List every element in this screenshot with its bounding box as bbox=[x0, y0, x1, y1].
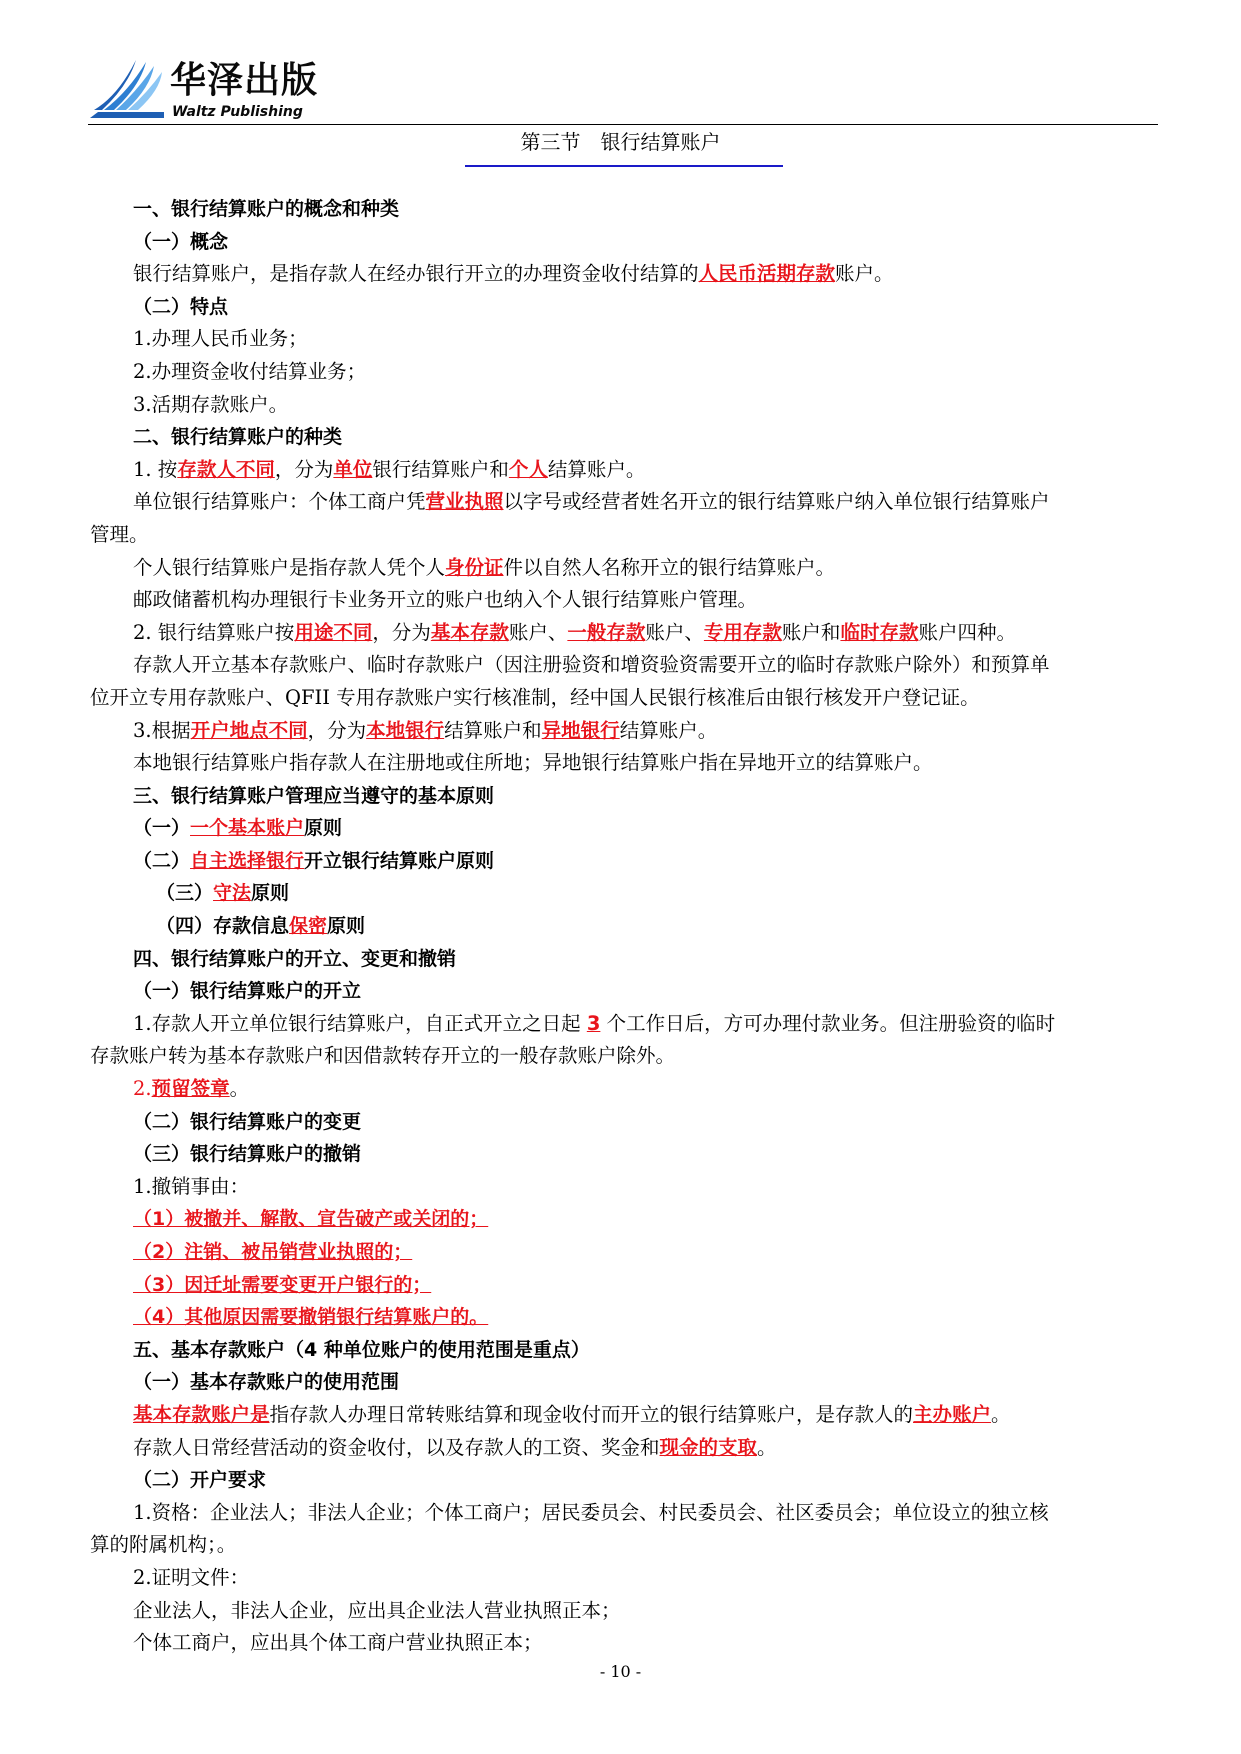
text: （一） bbox=[133, 817, 191, 840]
principle-item bbox=[90, 845, 1160, 878]
principle-item bbox=[90, 910, 1160, 943]
paragraph bbox=[90, 486, 1160, 519]
text: 账户四种。 bbox=[918, 620, 1016, 644]
highlighted-list-item bbox=[90, 1203, 1160, 1236]
brand-name-english: Waltz Publishing bbox=[172, 104, 303, 120]
text: 结算账户和 bbox=[444, 718, 542, 742]
paragraph: 本地银行结算账户指存款人在注册地或住所地；异地银行结算账户指在异地开立的结算账户。 bbox=[133, 751, 933, 775]
text: ，分为 bbox=[274, 457, 334, 481]
paragraph-continued: 算的附属机构；。 bbox=[90, 1533, 237, 1557]
paragraph-continued: 存款账户转为基本存款账户和因借款转存开立的一般存款账户除外。 bbox=[90, 1044, 676, 1068]
header-divider bbox=[88, 124, 1158, 125]
list-item: 3.活期存款账户。 bbox=[133, 392, 289, 416]
key-term: 异地银行 bbox=[541, 718, 620, 742]
text: 2. bbox=[133, 1077, 152, 1101]
text: 银行结算账户和 bbox=[372, 457, 509, 481]
text: 原则 bbox=[251, 882, 290, 905]
text: 账户、 bbox=[645, 620, 704, 644]
paragraph-continued: 位开立专用存款账户、QFII 专用存款账户实行核准制，经中国人民银行核准后由银行核发开户登记证。 bbox=[90, 685, 980, 709]
key-term: 专用存款 bbox=[703, 620, 782, 644]
key-term: 临时存款 bbox=[840, 620, 919, 644]
subheading: （一）概念 bbox=[133, 230, 229, 253]
key-term: 基本存款账户是 bbox=[133, 1402, 270, 1426]
heading-5: 五、基本存款账户（4 种单位账户的使用范围是重点） bbox=[133, 1338, 590, 1361]
key-term: （2）注销、被吊销营业执照的； bbox=[133, 1241, 413, 1263]
text: 1. 按 bbox=[133, 457, 178, 481]
paragraph bbox=[90, 1399, 1160, 1432]
heading-3: 三、银行结算账户管理应当遵守的基本原则 bbox=[133, 784, 495, 807]
text: 个人银行结算账户是指存款人凭个人 bbox=[133, 555, 446, 579]
key-term: 守法 bbox=[213, 882, 252, 905]
paragraph bbox=[90, 454, 1160, 487]
text: ，分为 bbox=[372, 620, 431, 644]
paragraph: 存款人开立基本存款账户、临时存款账户（因注册验资和增资验资需要开立的临时存款账户除外）和预算单 bbox=[133, 653, 1050, 677]
paragraph: 个体工商户，应出具个体工商户营业执照正本； bbox=[133, 1631, 543, 1655]
section-title: 第三节 银行结算账户 bbox=[520, 130, 721, 154]
heading-4: 四、银行结算账户的开立、变更和撤销 bbox=[133, 947, 457, 970]
subheading: （一）基本存款账户的使用范围 bbox=[133, 1371, 400, 1394]
text: （四）存款信息 bbox=[156, 915, 290, 938]
text: 结算账户。 bbox=[619, 718, 718, 742]
title-underline bbox=[465, 165, 783, 167]
paragraph bbox=[90, 258, 1160, 291]
waltz-publishing-logo-icon bbox=[88, 56, 166, 122]
text: 单位银行结算账户：个体工商户凭 bbox=[133, 490, 426, 514]
subheading: （三）银行结算账户的撤销 bbox=[133, 1143, 362, 1166]
key-term: 人民币活期存款 bbox=[698, 262, 836, 286]
brand-name-chinese: 华泽出版 bbox=[170, 60, 319, 101]
text: ，分为 bbox=[307, 718, 367, 742]
key-term: 开户地点不同 bbox=[190, 718, 308, 742]
key-term: （3）因迁址需要变更开户银行的； bbox=[133, 1273, 432, 1296]
key-term: 现金的支取 bbox=[659, 1435, 758, 1459]
key-term: 预留签章 bbox=[151, 1077, 230, 1101]
page-number: - 10 - bbox=[599, 1662, 642, 1681]
key-term: 一个基本账户 bbox=[190, 817, 305, 840]
subheading: （二）特点 bbox=[133, 295, 229, 318]
subheading: （一）银行结算账户的开立 bbox=[133, 980, 362, 1003]
key-term: 自主选择银行 bbox=[190, 849, 305, 872]
paragraph: 2.证明文件： bbox=[133, 1565, 250, 1589]
list-item: 1.办理人民币业务； bbox=[133, 327, 308, 351]
key-term: 基本存款 bbox=[430, 620, 509, 644]
key-term: 营业执照 bbox=[425, 490, 504, 514]
list-intro: 1.撤销事由： bbox=[133, 1174, 250, 1198]
key-term: 用途不同 bbox=[294, 620, 373, 644]
text: 账户和 bbox=[781, 620, 841, 644]
text: 银行结算账户，是指存款人在经办银行开立的办理资金收付结算的 bbox=[133, 262, 699, 286]
paragraph bbox=[90, 1008, 1160, 1041]
paragraph bbox=[90, 1073, 1160, 1106]
text: 个工作日后，方可办理付款业务。但注册验资的临时 bbox=[600, 1011, 1056, 1035]
key-term: 主办账户 bbox=[913, 1402, 992, 1426]
page-header bbox=[88, 52, 1158, 128]
paragraph: 企业法人，非法人企业，应出具企业法人营业执照正本； bbox=[133, 1598, 621, 1622]
text: 账户、 bbox=[508, 620, 568, 644]
text: 。 bbox=[757, 1435, 777, 1459]
principle-item bbox=[90, 812, 1160, 845]
key-term: 单位 bbox=[333, 457, 373, 481]
paragraph bbox=[90, 552, 1160, 585]
subheading: （二）银行结算账户的变更 bbox=[133, 1110, 362, 1133]
text: 开立银行结算账户原则 bbox=[304, 849, 495, 872]
text: 账户。 bbox=[835, 262, 894, 286]
highlighted-list-item bbox=[90, 1301, 1160, 1334]
text: 3.根据 bbox=[133, 718, 191, 742]
document-body bbox=[90, 193, 1160, 1660]
subheading: （二）开户要求 bbox=[133, 1469, 267, 1492]
paragraph-continued: 管理。 bbox=[90, 522, 149, 546]
paragraph: 1.资格：企业法人；非法人企业；个体工商户；居民委员会、村民委员会、社区委员会；单位设立的独立核 bbox=[133, 1500, 1049, 1524]
key-term: 保密 bbox=[289, 915, 328, 938]
key-term: 一般存款 bbox=[567, 620, 646, 644]
principle-item bbox=[90, 877, 1160, 910]
text: 原则 bbox=[304, 817, 343, 840]
text: 以字号或经营者姓名开立的银行结算账户纳入单位银行结算账户 bbox=[503, 490, 1050, 514]
text: 结算账户。 bbox=[547, 457, 646, 481]
paragraph bbox=[90, 715, 1160, 748]
text: 。 bbox=[991, 1402, 1011, 1426]
list-item: 2.办理资金收付结算业务； bbox=[133, 359, 367, 383]
paragraph bbox=[90, 1432, 1160, 1465]
paragraph bbox=[90, 617, 1160, 650]
highlighted-list-item bbox=[90, 1236, 1160, 1269]
highlighted-list-item bbox=[90, 1269, 1160, 1302]
text: 件以自然人名称开立的银行结算账户。 bbox=[503, 555, 836, 579]
key-term: （4）其他原因需要撤销银行结算账户的。 bbox=[133, 1306, 489, 1329]
text: 1.存款人开立单位银行结算账户，自正式开立之日起 bbox=[133, 1011, 587, 1035]
text: 2. 银行结算账户按 bbox=[133, 620, 295, 644]
key-term: 个人 bbox=[508, 457, 548, 481]
text: 指存款人办理日常转账结算和现金收付而开立的银行结算账户，是存款人的 bbox=[269, 1402, 914, 1426]
heading-2: 二、银行结算账户的种类 bbox=[133, 426, 343, 449]
paragraph: 邮政储蓄机构办理银行卡业务开立的账户也纳入个人银行结算账户管理。 bbox=[133, 588, 758, 612]
heading-1: 一、银行结算账户的概念和种类 bbox=[133, 198, 400, 220]
text: （二） bbox=[133, 849, 191, 872]
text: 。 bbox=[229, 1077, 250, 1101]
text: 存款人日常经营活动的资金收付，以及存款人的工资、奖金和 bbox=[133, 1435, 660, 1459]
key-term: 本地银行 bbox=[366, 718, 445, 742]
key-term: 身份证 bbox=[445, 555, 504, 579]
text: 原则 bbox=[327, 915, 366, 938]
text: （三） bbox=[156, 882, 214, 905]
key-term: 存款人不同 bbox=[177, 457, 275, 481]
key-term: 3 bbox=[586, 1011, 601, 1035]
key-term: （1）被撤并、解散、宣告破产或关闭的； bbox=[133, 1208, 489, 1231]
